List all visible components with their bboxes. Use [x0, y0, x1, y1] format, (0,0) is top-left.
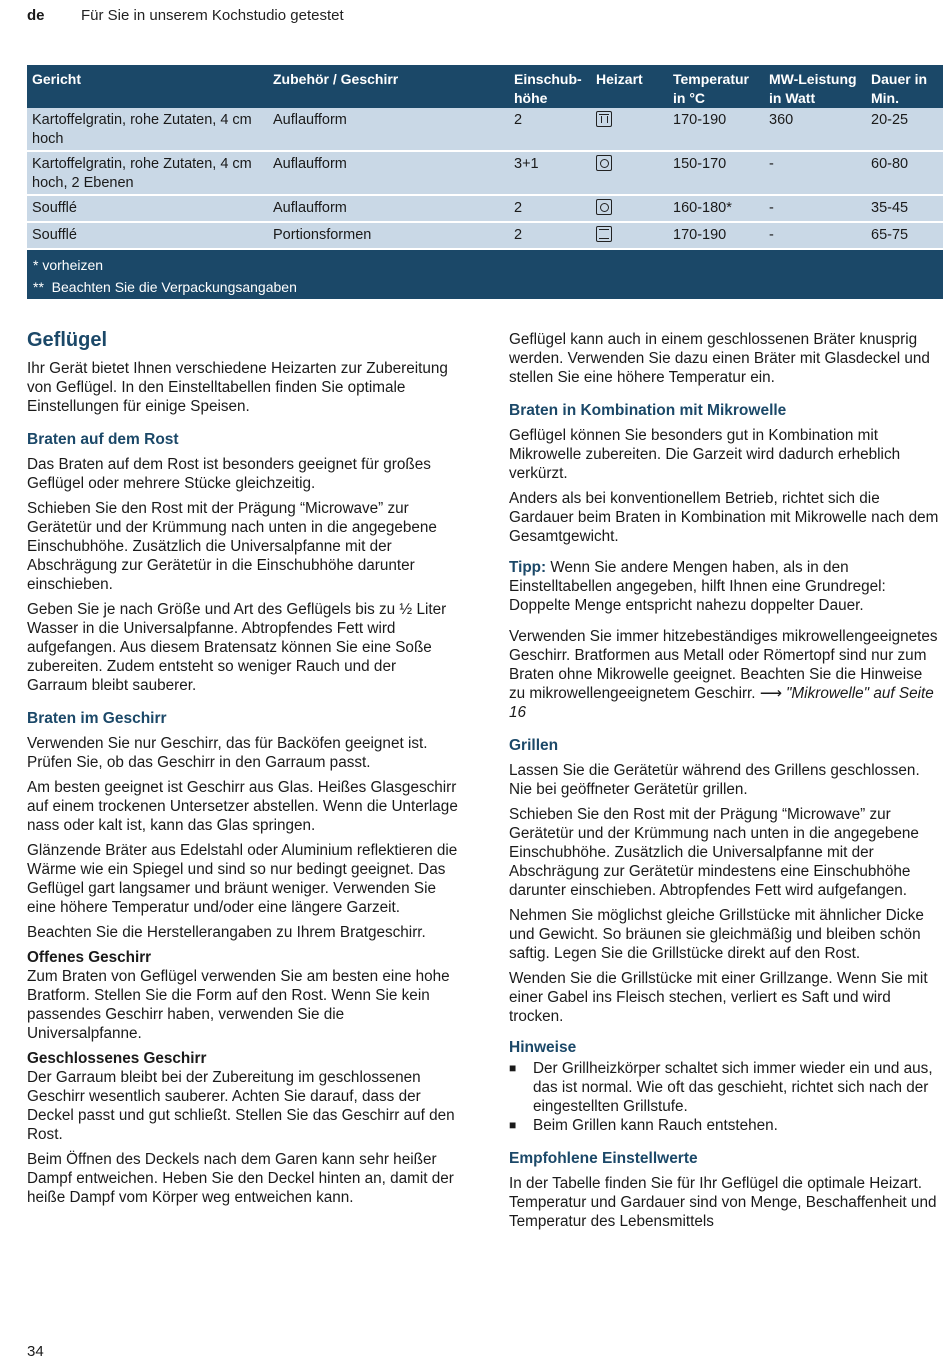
temperature-cell: 160-180*	[673, 200, 732, 216]
paragraph: Beachten Sie die Herstellerangaben zu Ihrem Bratgeschirr.	[27, 924, 426, 941]
paragraph: In der Tabelle finden Sie für Ihr Geflügel die optimale Heizart. Temperatur und Gardauer sind von Menge, Beschaffenheit und Temperatur des Lebensmittels	[509, 1175, 937, 1230]
subheading: Braten in Kombination mit Mikrowelle	[509, 402, 787, 419]
table-footnotes	[27, 250, 943, 299]
footnote: * vorheizen	[33, 257, 104, 273]
paragraph: Nehmen Sie möglichst gleiche Grillstücke mit ähnlicher Dicke und Gewicht. So bräunen sie gleichmäßig und bleiben schön saftig. Legen Sie die Grillstücke direkt auf den Rost.	[509, 907, 924, 962]
list-item: ■ Der Grillheizkörper schaltet sich immer wieder ein und aus, das ist normal. Wie oft das geschieht, richtet sich nach der eingestellten Grillstufe.	[509, 1059, 941, 1116]
list-item: ■ Beim Grillen kann Rauch entstehen.	[509, 1116, 941, 1135]
paragraph: Der Garraum bleibt bei der Zubereitung im geschlossenen Geschirr wesentlich sauberer. Achten Sie darauf, dass der Deckel passt und gut schließt. Stellen Sie das Geschirr auf den Rost.	[27, 1069, 455, 1143]
paragraph: Am besten geeignet ist Geschirr aus Glas. Heißes Glasgeschirr auf einem trockenen Untersetzer abstellen. Wenn die Unterlage nass oder kalt ist, kann das Glas springen.	[27, 779, 458, 834]
table-row	[27, 223, 943, 250]
left-column	[27, 330, 459, 1213]
paragraph: Glänzende Bräter aus Edelstahl oder Aluminium reflektieren die Wärme wie ein Spiegel und sind so nur bedingt geeignet. Das Geflügel gart langsamer und bräunt weniger. Verwenden Sie eine höhere Temperatur und/oder eine längere Garzeit.	[27, 842, 458, 916]
microwave-cell: -	[769, 227, 774, 243]
subheading: Grillen	[509, 737, 559, 754]
tip-paragraph	[509, 558, 941, 615]
heating-cell	[591, 152, 668, 194]
duration-cell: 65-75	[871, 227, 909, 243]
duration-cell: 35-45	[871, 200, 909, 216]
accessory-cell: Auflaufform	[273, 156, 347, 172]
paragraph: Das Braten auf dem Rost ist besonders geeignet für großes Geflügel oder mehrere Stücke gleichzeitig.	[27, 456, 431, 492]
heating-cell	[591, 196, 668, 221]
duration-cell: 60-80	[871, 156, 909, 172]
temperature-cell: 170-190	[673, 227, 727, 243]
subheading: Geschlossenes Geschirr	[27, 1050, 207, 1067]
subheading: Offenes Geschirr	[27, 949, 152, 966]
notes-list	[509, 1059, 941, 1135]
paragraph: Geben Sie je nach Größe und Art des Geflügels bis zu ½ Liter Wasser in die Universalpfanne. Abtropfendes Fett wird aufgefangen. Aus diesem Bratensatz können Sie eine Soße zubereiten. Zudem entsteht so weniger Rauch und der Garraum bleibt sauberer.	[27, 601, 447, 694]
header-cell: Dauer in Min.	[871, 71, 928, 106]
paragraph: Verwenden Sie nur Geschirr, das für Backöfen geeignet ist. Prüfen Sie, ob das Geschirr in den Garraum passt.	[27, 735, 428, 771]
accessory-cell: Auflaufform	[273, 112, 347, 128]
level-cell: 3+1	[514, 156, 539, 172]
paragraph: Schieben Sie den Rost mit der Prägung “Microwave” zur Gerätetür und der Krümmung nach unten in die angegebene Einschubhöhe. Zusätzlich die Universalpfanne mit der Abschrägung zur Gerätetür mindestens eine Einschubhöhe darunter einschieben. Abtropfendes Fett wird aufgefangen.	[509, 806, 919, 899]
header-cell: Einschub- höhe	[514, 71, 582, 106]
header-cell: MW-Leistung in Watt	[769, 71, 857, 106]
hot-air-icon	[596, 199, 612, 215]
paragraph: Geflügel kann auch in einem geschlossenen Bräter knusprig werden. Verwenden Sie dazu einen Bräter mit Glasdeckel und stellen Sie eine höhere Temperatur ein.	[509, 331, 930, 386]
tip-label: Tipp:	[509, 559, 547, 576]
footnote: ** Beachten Sie die Verpackungsangaben	[33, 279, 297, 295]
settings-table	[27, 65, 943, 299]
header-cell: Gericht	[32, 71, 82, 87]
paragraph	[509, 627, 941, 722]
level-cell: 2	[514, 112, 523, 128]
microwave-cell: 360	[769, 112, 794, 128]
level-cell: 2	[514, 227, 523, 243]
dish-cell: Soufflé	[32, 200, 77, 216]
subheading: Empfohlene Einstellwerte	[509, 1150, 698, 1167]
right-column	[509, 330, 941, 1237]
dish-cell: Kartoffelgratin, rohe Zutaten, 4 cm hoch, 2 Ebenen	[32, 156, 252, 191]
page-number: 34	[27, 1343, 44, 1360]
paragraph: Wenden Sie die Grillstücke mit einer Grillzange. Wenn Sie mit einer Gabel ins Fleisch stechen, verliert es Saft und wird trocken.	[509, 970, 928, 1025]
grill-fan-icon	[596, 111, 612, 127]
page-header	[27, 7, 344, 24]
header-cell: Heizart	[596, 71, 643, 87]
accessory-cell: Portionsformen	[273, 227, 372, 243]
table-row	[27, 108, 943, 152]
tip-text: Wenn Sie andere Mengen haben, als in den Einstelltabellen angegeben, hilft Ihnen eine Grundregel: Doppelte Menge entspricht nahezu doppelter Dauer.	[509, 559, 886, 614]
paragraph: Zum Braten von Geflügel verwenden Sie am besten eine hohe Bratform. Stellen Sie die Form auf den Rost. Wenn Sie kein passendes Geschirr haben, verwenden Sie die Universalpfanne.	[27, 968, 450, 1042]
heating-cell	[591, 108, 668, 150]
duration-cell: 20-25	[871, 112, 909, 128]
header-title: Für Sie in unserem Kochstudio getestet	[81, 7, 344, 24]
table-row	[27, 152, 943, 196]
paragraph: Anders als bei konventionellem Betrieb, richtet sich die Gardauer beim Braten in Kombination mit Mikrowelle nach dem Gesamtgewicht.	[509, 490, 939, 545]
subheading: Braten auf dem Rost	[27, 431, 179, 448]
heating-cell	[591, 223, 668, 248]
accessory-cell: Auflaufform	[273, 200, 347, 216]
header-cell: Temperatur in °C	[673, 71, 749, 106]
header-cell: Zubehör / Geschirr	[273, 71, 399, 87]
subheading: Hinweise	[509, 1039, 577, 1056]
arrow-icon: ⟶	[759, 685, 782, 702]
temperature-cell: 170-190	[673, 112, 727, 128]
page-reference-link[interactable]: "Mikrowelle" auf Seite 16	[509, 685, 934, 721]
paragraph-text: Verwenden Sie immer hitzebeständiges mikrowellengeeignetes Geschirr. Bratformen aus Metall oder Römertopf sind nur zum Braten ohne Mikrowelle geeignet. Beachten Sie die Hinweise zu mikrowellengeeignetem Geschirr.	[509, 628, 938, 702]
paragraph: Ihr Gerät bietet Ihnen verschiedene Heizarten zur Zubereitung von Geflügel. In den Einstelltabellen finden Sie optimale Einstellungen für einige Speisen.	[27, 360, 448, 415]
top-bottom-heat-icon	[596, 226, 612, 242]
dish-cell: Soufflé	[32, 227, 77, 243]
paragraph: Beim Öffnen des Deckels nach dem Garen kann sehr heißer Dampf entweichen. Heben Sie den Deckel hinten an, damit der heiße Dampf vom Körper weg entweichen kann.	[27, 1151, 454, 1206]
paragraph: Schieben Sie den Rost mit der Prägung “Microwave” zur Gerätetür und der Krümmung nach unten in die angegebene Einschubhöhe. Zusätzlich die Universalpfanne mit der Abschrägung zur Gerätetür in die Einschubhöhe darunter einschieben.	[27, 500, 437, 593]
level-cell: 2	[514, 200, 523, 216]
paragraph: Lassen Sie die Gerätetür während des Grillens geschlossen. Nie bei geöffneter Gerätetür grillen.	[509, 762, 920, 798]
language-code: de	[27, 7, 45, 24]
microwave-cell: -	[769, 156, 774, 172]
table-row	[27, 196, 943, 223]
microwave-cell: -	[769, 200, 774, 216]
dish-cell: Kartoffelgratin, rohe Zutaten, 4 cm hoch	[32, 112, 252, 147]
hot-air-icon	[596, 155, 612, 171]
temperature-cell: 150-170	[673, 156, 727, 172]
paragraph: Geflügel können Sie besonders gut in Kombination mit Mikrowelle zubereiten. Die Garzeit wird dadurch erheblich verkürzt.	[509, 427, 901, 482]
table-header-row	[27, 65, 943, 108]
subheading: Braten im Geschirr	[27, 710, 167, 727]
section-heading: Geflügel	[27, 329, 108, 351]
